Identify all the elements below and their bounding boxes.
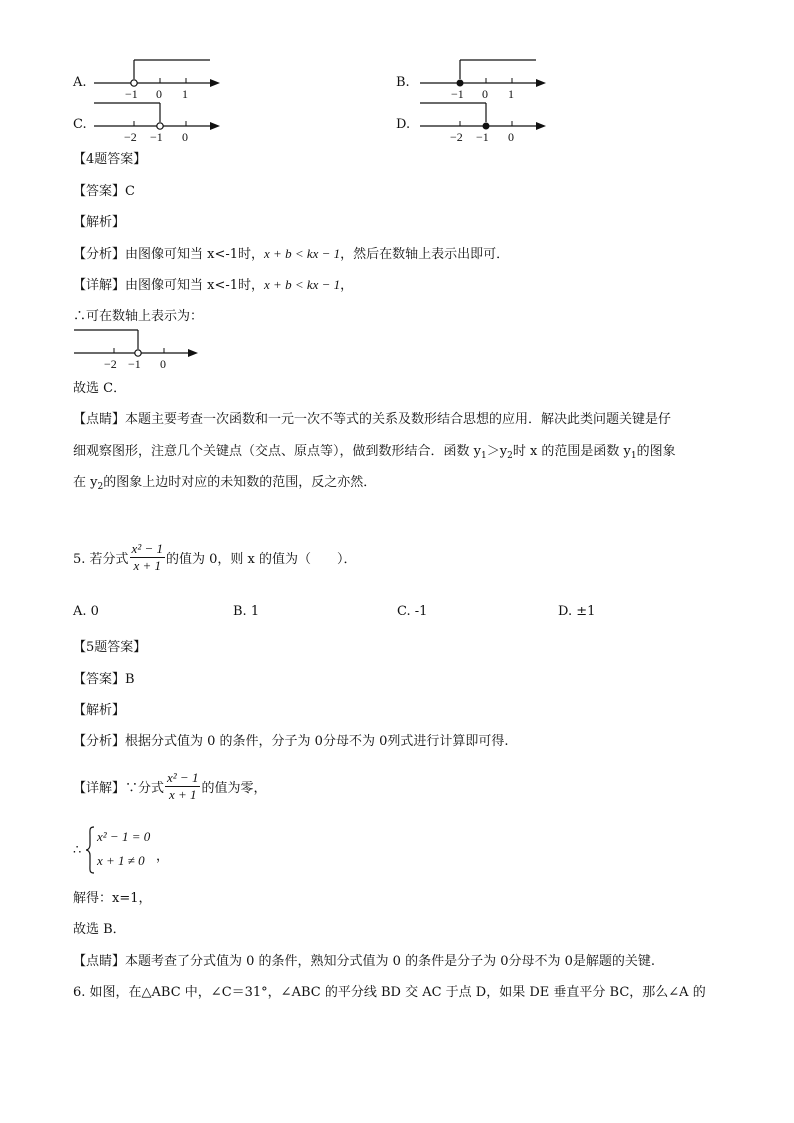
svg-text:0: 0	[160, 357, 166, 370]
svg-text:−2: −2	[124, 130, 137, 143]
q4-dianjing-1: 【点睛】本题主要考查一次函数和一元一次不等式的关系及数形结合思想的应用．解决此类问题关键是仔	[73, 412, 672, 427]
q5-stem: 5. 若分式 $\frac{\text{x² − 1}}{x + 1}$ 的值为 0，则 x 的值为（ ）．	[73, 541, 357, 573]
option-d-label: D.	[396, 117, 411, 132]
q4-therefore: ∴可在数轴上表示为：	[73, 309, 204, 324]
svg-text:1: 1	[508, 87, 514, 100]
svg-text:−1: −1	[451, 87, 464, 100]
option-a-label: A.	[73, 75, 87, 90]
system-brace	[85, 826, 95, 874]
number-line-d	[418, 101, 548, 143]
q5-answer: 【答案】B	[73, 672, 135, 687]
system-eq-2: x + 1 ≠ 0	[97, 853, 145, 868]
tick-label: 1	[182, 87, 188, 100]
system-end: ，	[156, 849, 170, 864]
system-eq-1: x² − 1 = 0	[97, 829, 151, 844]
q5-option-d: D. ±1	[558, 604, 596, 619]
number-line-b	[418, 58, 548, 100]
tick-label: −1	[125, 87, 138, 100]
svg-text:0: 0	[182, 130, 188, 143]
q6-stem: 6. 如图，在△ABC 中，∠C＝31°，∠ABC 的平分线 BD 交 AC 于点 D，如果 DE 垂直平分 BC，那么∠A 的	[73, 985, 706, 1000]
solution-number-line	[72, 328, 202, 370]
svg-text:−1: −1	[128, 357, 141, 370]
q5-xiangjie: 【详解】∵分式 $\frac{\text{x² − 1}}{x + 1}$ 的值为零，	[73, 770, 267, 802]
q5-answer-header: 【5题答案】	[73, 640, 147, 655]
q4-analysis-header: 【解析】	[73, 215, 126, 230]
q5-dianjing: 【点睛】本题考查了分式值为 0 的条件，熟知分式值为 0 的条件是分子为 0分母不为 0是解题的关键.	[73, 954, 656, 969]
q4-dianjing-2: 细观察图形，注意几个关键点（交点、原点等），做到数形结合．函数 $y_1>y_2$时 x 的范围是函数 $y_1$的图象	[73, 444, 676, 461]
q5-fraction: $\frac{\text{x² − 1}}{x + 1}$	[131, 541, 163, 573]
q4-fenxi: 【分析】由图像可知当 x<-1时，x + b < kx − 1，然后在数轴上表示出即可．	[73, 246, 510, 262]
q5-xiangjie-fraction: $\frac{\text{x² − 1}}{x + 1}$	[167, 770, 199, 802]
q5-analysis-header: 【解析】	[73, 703, 126, 718]
q5-choose: 故选 B．	[73, 922, 126, 937]
svg-text:−2: −2	[104, 357, 117, 370]
q5-therefore: ∴	[73, 843, 82, 858]
q4-choose: 故选 C．	[73, 381, 127, 396]
q4-answer-header: 【4题答案】	[73, 152, 147, 167]
q5-fenxi: 【分析】根据分式值为 0 的条件，分子为 0分母不为 0列式进行计算即可得.	[73, 734, 509, 749]
q5-solve: 解得：x=1，	[73, 891, 152, 906]
option-c-label: C.	[73, 117, 87, 132]
svg-text:0: 0	[508, 130, 514, 143]
svg-text:−2: −2	[450, 130, 463, 143]
number-line-a	[92, 58, 222, 100]
tick-label: 0	[156, 87, 162, 100]
q4-answer: 【答案】C	[73, 184, 135, 199]
q5-option-b: B. 1	[233, 604, 260, 619]
svg-text:0: 0	[482, 87, 488, 100]
svg-text:−1: −1	[476, 130, 489, 143]
q5-option-c: C. -1	[397, 604, 428, 619]
svg-text:−1: −1	[150, 130, 163, 143]
q5-option-a: A. 0	[73, 604, 99, 619]
q4-xiangjie: 【详解】由图像可知当 x<-1时，x + b < kx − 1，	[73, 277, 354, 293]
option-b-label: B.	[396, 75, 410, 90]
number-line-c	[92, 101, 222, 143]
q4-dianjing-3: 在 $y_2$的图象上边时对应的未知数的范围，反之亦然．	[73, 475, 377, 492]
